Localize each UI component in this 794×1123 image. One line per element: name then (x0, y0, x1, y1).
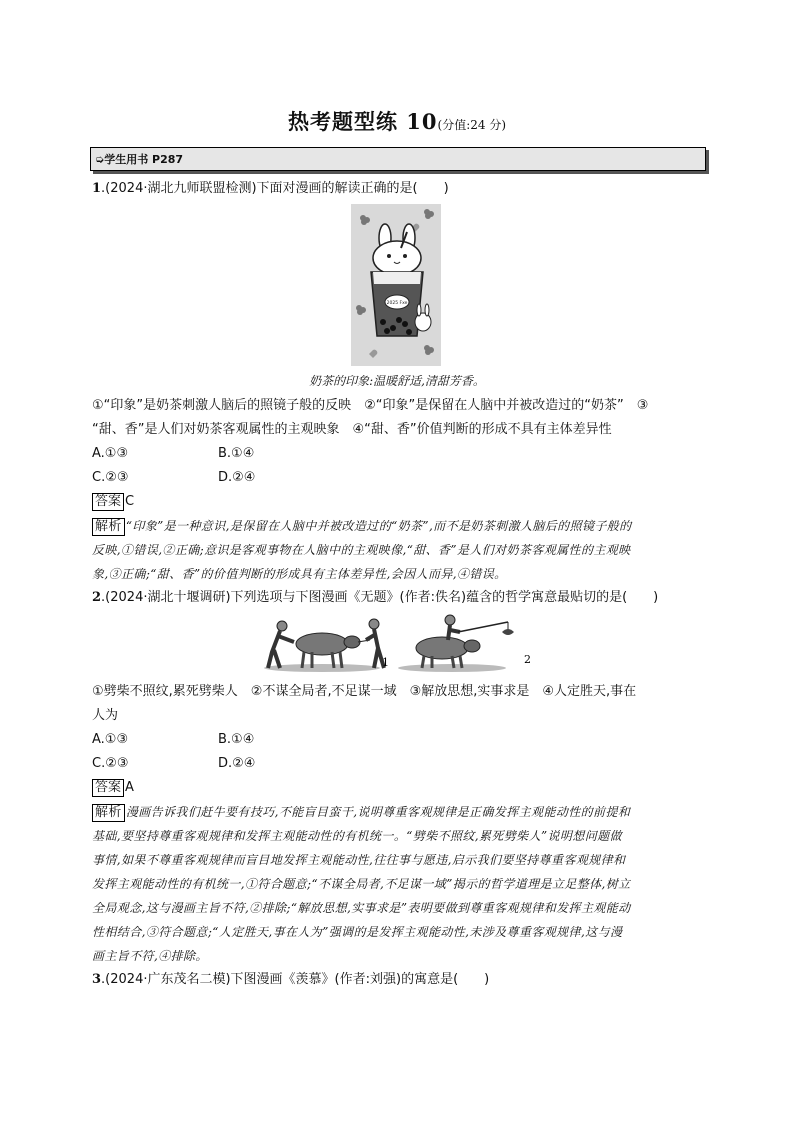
q2-analysis-line-5: 全局观念,这与漫画主旨不符,②排除;“解放思想,实事求是”表明要做到尊重客观规律和发挥主观能动 (92, 901, 631, 915)
q2-analysis-tag: 解析 (92, 804, 125, 822)
q1-statement-line-1: ①“印象”是奶茶刺激人脑后的照镜子般的反映 ②“印象”是保留在人脑中并被改造过的“奶茶” ③ (92, 398, 649, 413)
q1-stem (92, 177, 449, 201)
q2-stem (92, 586, 658, 610)
q1-stem-text: .(2024·湖北九师联盟检测)下面对漫画的解读正确的是( ) (101, 181, 449, 196)
q1-statement-line-2: “甜、香”是人们对奶茶客观属性的主观映象 ④“甜、香”价值判断的形成不具有主体差异性 (92, 422, 612, 437)
q2-analysis-text-1: 漫画告诉我们赶牛要有技巧,不能盲目蛮干,说明尊重客观规律是正确发挥主观能动性的前提和 (125, 805, 631, 819)
q1-analysis-text-1: “印象”是一种意识,是保留在人脑中并被改造过的“奶茶”,而不是奶茶刺激人脑后的照镜子般的 (125, 519, 632, 533)
q2-answer-value: A (125, 780, 134, 795)
q1-answer (92, 490, 134, 514)
panel-1-pulling-ox (264, 619, 384, 672)
q1-analysis-line-3: 象,③正确;“甜、香”的价值判断的形成具有主体差异性,会因人而异,④错误。 (92, 567, 507, 581)
q3-number: 3 (92, 972, 102, 987)
q1-option-b: B.①④ (218, 446, 255, 461)
q2-analysis-line-3: 事情,如果不尊重客观规律而盲目地发挥主观能动性,往往事与愿违,启示我们要坚持尊重客观规律和 (92, 853, 626, 867)
title-text: 热考题型练 10 (287, 109, 438, 134)
panel-label-2: 2 (524, 653, 531, 666)
panel-label-1: 1 (382, 656, 389, 669)
q2-option-b: B.①④ (218, 732, 255, 747)
q1-option-d: D.②④ (218, 470, 256, 485)
q2-statement-line-2: 人为 (92, 708, 119, 723)
ox-cartoon (262, 612, 538, 674)
q2-statement-line-1: ①劈柴不照纹,累死劈柴人 ②不谋全局者,不足谋一域 ③解放思想,实事求是 ④人定胜天,事在 (92, 684, 637, 699)
q1-answer-tag: 答案 (92, 493, 124, 511)
q2-option-d: D.②④ (218, 756, 256, 771)
q2-option-c: C.②③ (92, 756, 129, 771)
q1-option-a: A.①③ (92, 446, 129, 461)
page-title (0, 106, 794, 136)
ox-cartoon-illustration (262, 612, 538, 674)
milk-tea-illustration (351, 204, 441, 366)
q1-number: 1 (92, 181, 102, 196)
q1-option-c: C.②③ (92, 470, 129, 485)
q1-analysis-line-2: 反映,①错误,②正确;意识是客观事物在人脑中的主观映像,“甜、香”是人们对奶茶客观属性的主观映 (92, 543, 631, 557)
q2-number: 2 (92, 590, 102, 605)
q2-stem-text: .(2024·湖北十堰调研)下列选项与下图漫画《无题》(作者:佚名)蕴含的哲学寓意最贴切的是( ) (101, 590, 659, 605)
q2-option-a: A.①③ (92, 732, 129, 747)
q2-analysis-line-7: 画主旨不符,④排除。 (92, 949, 208, 963)
score-note: (分值:24 分) (437, 118, 507, 132)
panel-2-riding-ox (398, 615, 514, 672)
cup-label: 2025 Fxe (386, 301, 408, 306)
q2-analysis-line-2: 基础,要坚持尊重客观规律和发挥主观能动性的有机统一。“劈柴不照纹,累死劈柴人”说明想问题做 (92, 829, 622, 843)
q3-stem-text: .(2024·广东茂名二模)下图漫画《羡慕》(作者:刘强)的寓意是( ) (101, 972, 490, 987)
milk-tea-cartoon (351, 204, 441, 366)
q2-analysis-line-4: 发挥主观能动性的有机统一,①符合题意;“不谋全局者,不足谋一域”揭示的哲学道理是立足整体,树立 (92, 877, 631, 891)
q2-analysis-line-1 (92, 800, 630, 824)
book-reference: ➭学生用书 P287 (95, 153, 184, 166)
book-reference-bar (90, 147, 706, 171)
q2-answer-tag: 答案 (92, 779, 124, 797)
q2-analysis-line-6: 性相结合,③符合题意;“人定胜天,事在人为”强调的是发挥主观能动性,未涉及尊重客观规律,这与漫 (92, 925, 623, 939)
q1-analysis-tag: 解析 (92, 518, 125, 536)
q2-answer (92, 776, 134, 800)
q1-cartoon-caption: 奶茶的印象:温暖舒适,清甜芳香。 (309, 374, 485, 388)
q1-analysis-line-1 (92, 514, 632, 538)
q1-answer-value: C (125, 494, 135, 509)
q3-stem (92, 968, 489, 992)
